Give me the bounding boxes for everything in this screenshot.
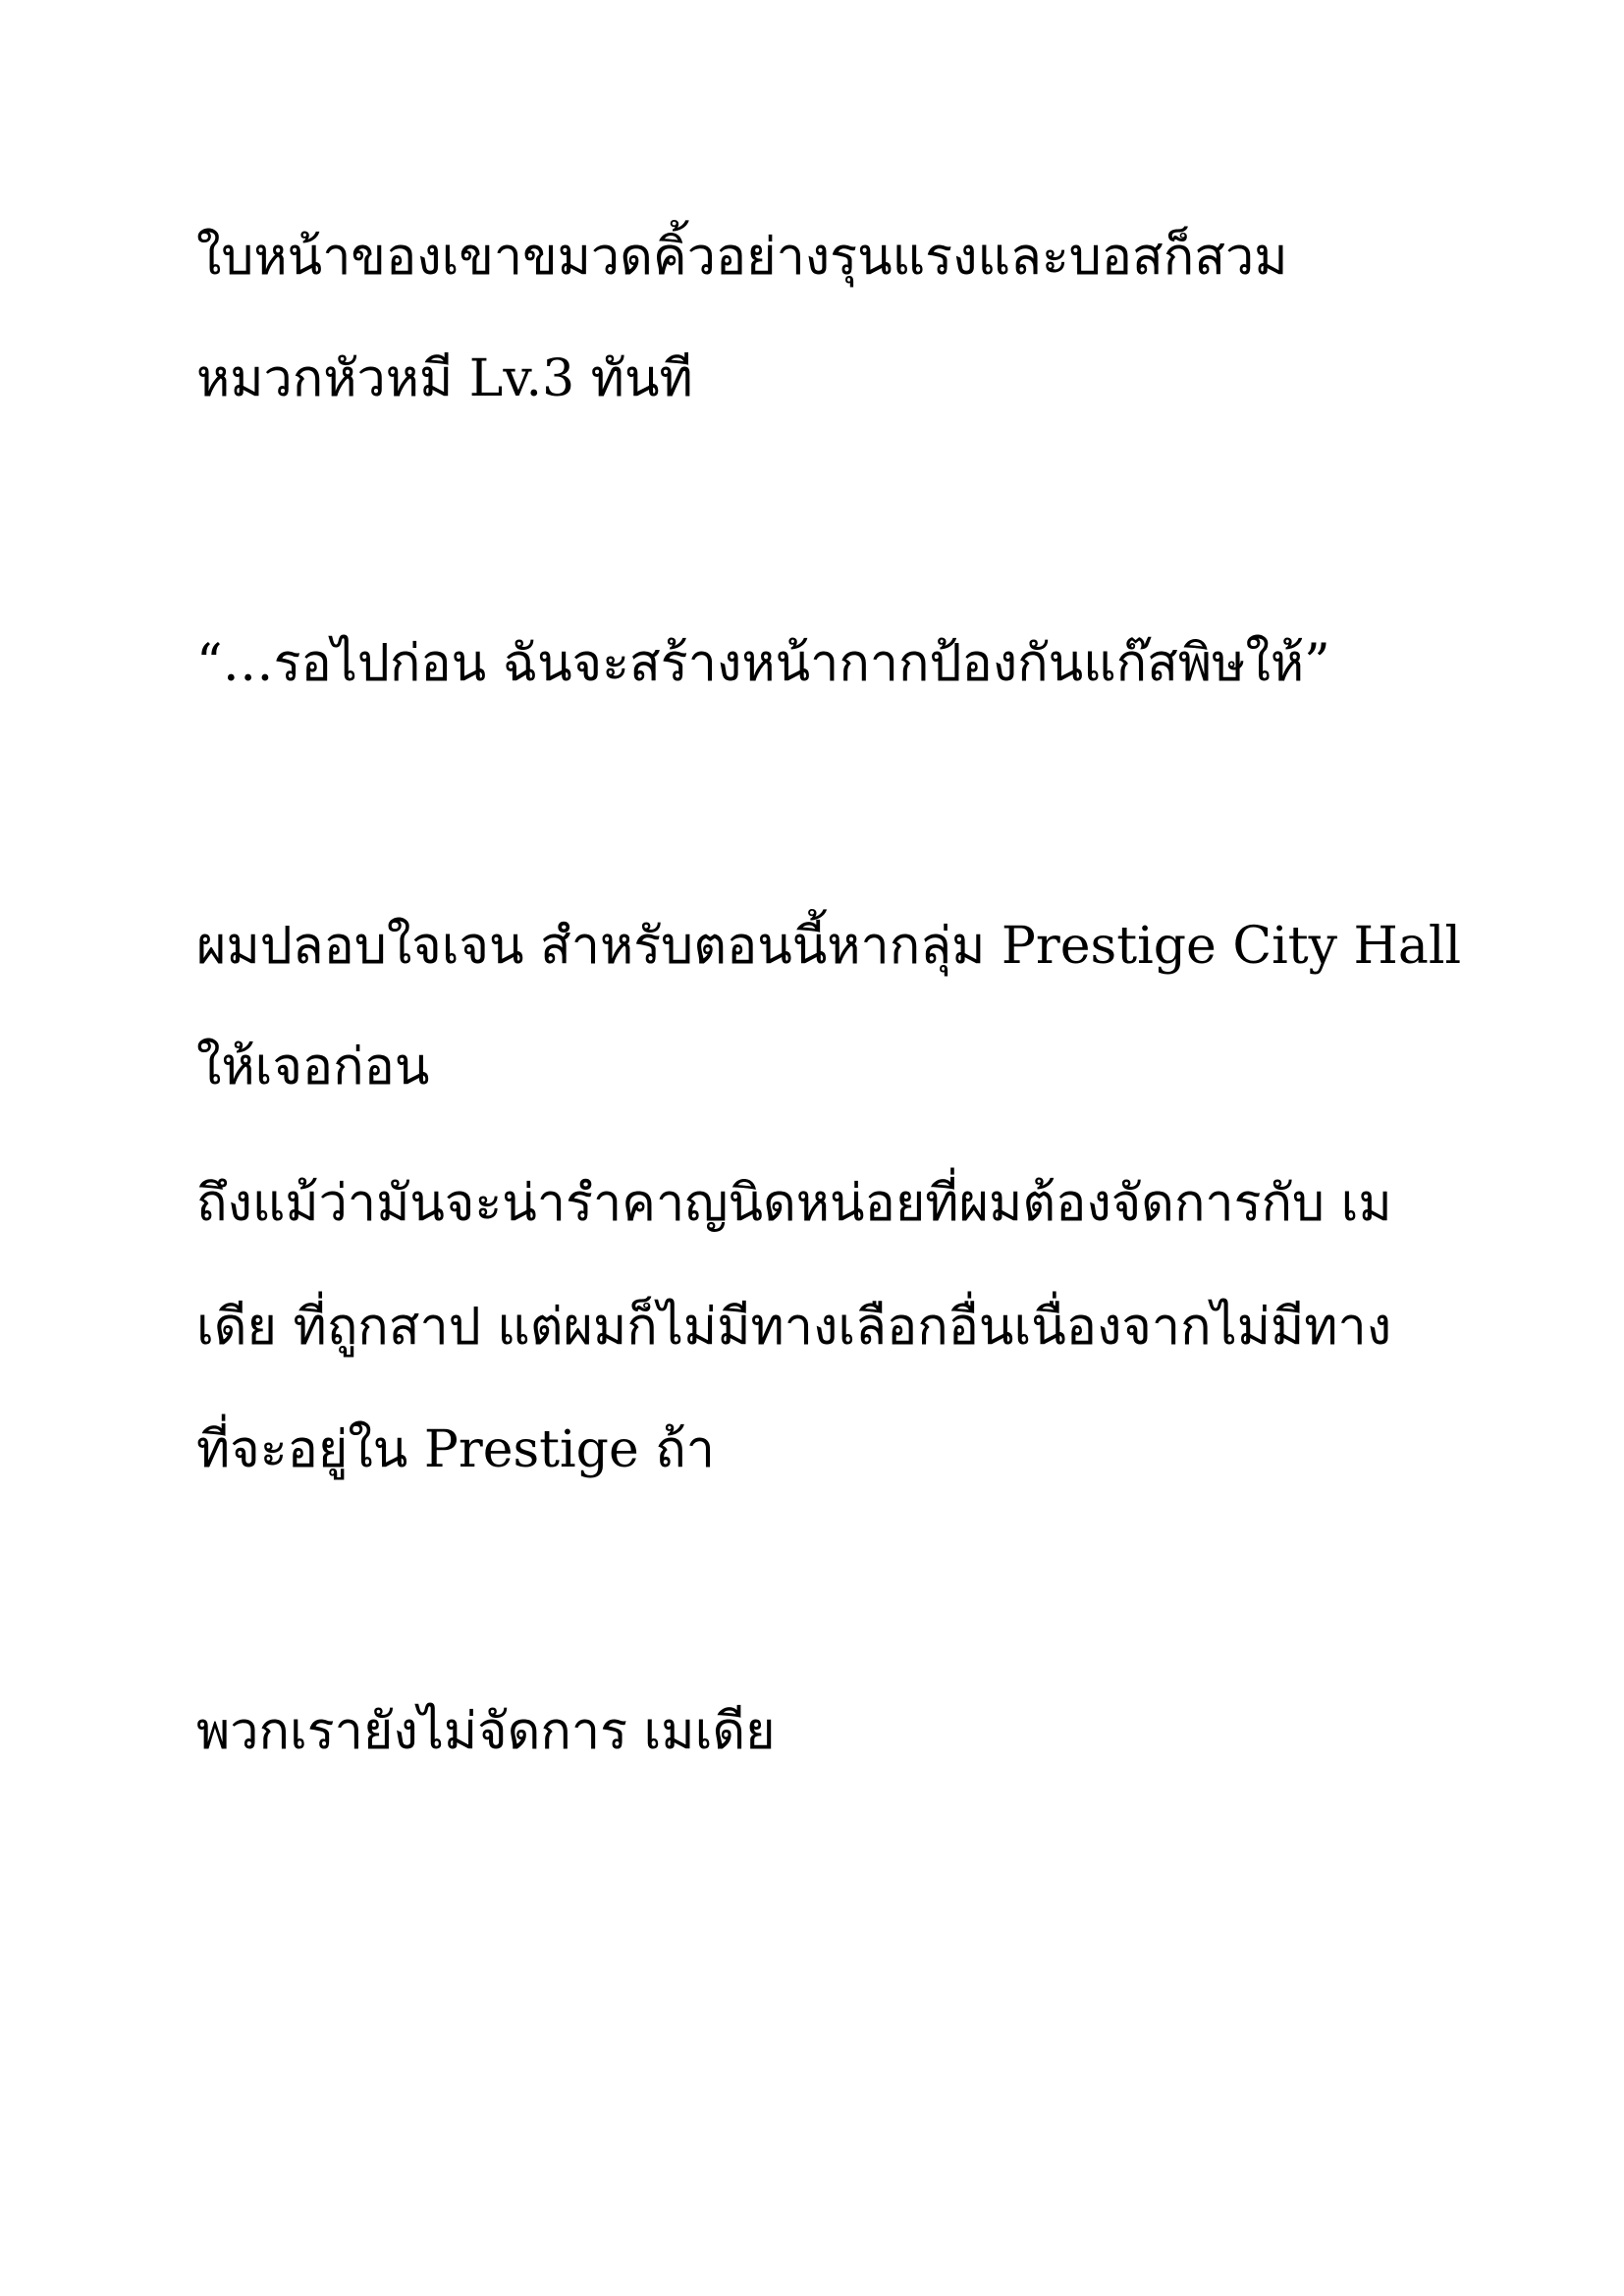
paragraph-line: ผมปลอบใจเจน สำหรับตอนนี้หากลุ่ม Prestige City Hall <box>196 917 1462 976</box>
paragraph-line: หมวกหัวหมี Lv.3 ทันที <box>196 349 693 408</box>
dialogue-line: “…รอไปก่อน ฉันจะสร้างหน้ากากป้องกันแก๊สพิษให้” <box>196 634 1330 693</box>
paragraph-line: ใบหน้าของเขาขมวดคิ้วอย่างรุนแรงและบอสก็สวม <box>196 228 1288 287</box>
paragraph-line: ถึงแม้ว่ามันจะน่ารำคาญนิดหน่อยที่ผมต้องจัดการกับ เม <box>196 1174 1392 1233</box>
paragraph-line: เดีย ที่ถูกสาป แต่ผมก็ไม่มีทางเลือกอื่นเนื่องจากไม่มีทาง <box>196 1298 1392 1357</box>
paragraph-line: ที่จะอยู่ใน Prestige ถ้า <box>196 1420 715 1479</box>
paragraph-line: พวกเรายังไม่จัดการ เมเดีย <box>196 1702 776 1761</box>
paragraph-line: ให้เจอก่อน <box>196 1038 430 1096</box>
